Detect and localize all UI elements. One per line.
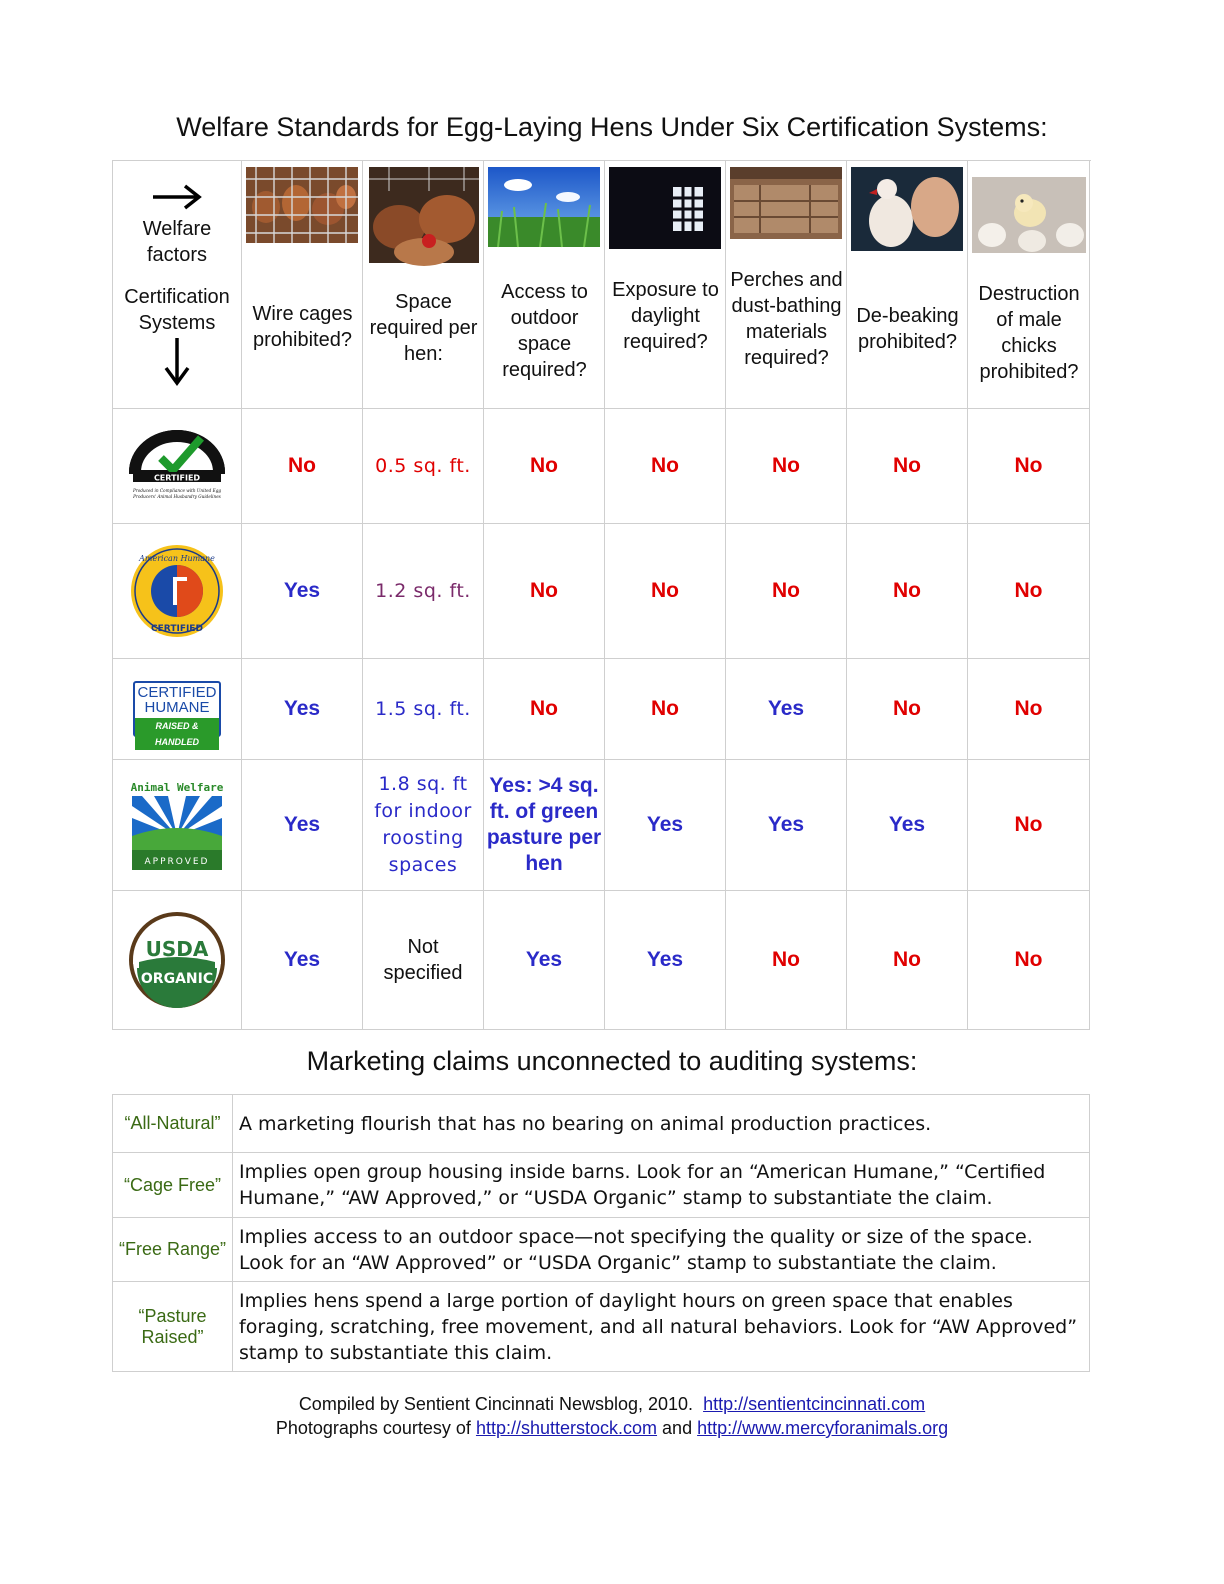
footer-credits — [0, 1394, 1224, 1415]
cell-usda-chicks: No — [968, 891, 1090, 1030]
mercyforanimals-link[interactable]: http://www.mercyforanimals.org — [697, 1418, 949, 1438]
column-header-perches — [726, 161, 847, 409]
american-humane-text: American Humane — [139, 554, 215, 563]
footer-photo-credits — [0, 1418, 1224, 1439]
cell-ah-wire: Yes — [242, 524, 363, 659]
column-header-wire-cages — [242, 161, 363, 409]
cell-usda-outdoor: Yes — [484, 891, 605, 1030]
debeaking-photo — [851, 167, 963, 251]
cell-awa-space: 1.8 sq. ft for indoor roosting spaces — [363, 760, 484, 891]
marketing-desc: Implies open group housing inside barns. Look for an “American Humane,” “Certified Humane,” “AW Approved,” or “USDA Organic” stamp to substantiate the claim. — [233, 1153, 1090, 1217]
cell-usda-wire: Yes — [242, 891, 363, 1030]
cell-awa-perches: Yes — [726, 760, 847, 891]
crowded-hens-photo — [369, 167, 479, 263]
svg-text:USDA: USDA — [145, 937, 209, 961]
logo-animal-welfare-approved: Animal Welfare APPROVED — [113, 760, 242, 891]
column-label-debeaking: De-beaking prohibited? — [856, 305, 959, 353]
column-label-perches: Perches and dust-bathing materials required? — [730, 269, 843, 369]
grass-sky-photo — [488, 167, 600, 247]
cell-uep-perches: No — [726, 409, 847, 524]
cell-ch-daylight: No — [605, 659, 726, 760]
cell-ch-outdoor: No — [484, 659, 605, 760]
certification-label-2: Systems — [138, 311, 216, 334]
footer-compiled-text: Compiled by Sentient Cincinnati Newsblog, 2010. — [298, 1394, 694, 1414]
marketing-row — [113, 1153, 1090, 1218]
marketing-term: “Cage Free” — [113, 1153, 233, 1217]
sentient-cincinnati-link[interactable]: http://sentientcincinnati.com — [703, 1394, 926, 1414]
cell-ah-debeaking: No — [847, 524, 968, 659]
logo-certified-humane: CERTIFIED HUMANE RAISED & HANDLED — [113, 659, 242, 760]
logo-american-humane — [113, 524, 242, 659]
cell-ch-space: 1.5 sq. ft. — [363, 659, 484, 760]
logo-usda-organic — [113, 891, 242, 1030]
footer-and-text: and — [662, 1418, 693, 1438]
cell-awa-chicks: No — [968, 760, 1090, 891]
cell-ah-daylight: No — [605, 524, 726, 659]
column-header-male-chicks — [968, 161, 1090, 409]
arrow-right-icon — [149, 182, 205, 212]
svg-text:ORGANIC: ORGANIC — [140, 971, 214, 987]
column-label-male-chicks: Destruction of male chicks prohibited? — [978, 283, 1080, 383]
uep-certified-text: CERTIFIED — [153, 473, 201, 483]
logo-united-egg-producers — [113, 409, 242, 524]
column-header-space — [363, 161, 484, 409]
marketing-desc: Implies access to an outdoor space—not specifying the quality or size of the space. Look for an “AW Approved” or “USDA Organic” stamp to substantiate the claim. — [233, 1218, 1090, 1281]
cell-uep-space: 0.5 sq. ft. — [363, 409, 484, 524]
marketing-desc: A marketing flourish that has no bearing on animal production practices. — [233, 1095, 1090, 1152]
cell-ch-perches: Yes — [726, 659, 847, 760]
cell-ch-wire: Yes — [242, 659, 363, 760]
svg-text:APPROVED: APPROVED — [144, 856, 210, 867]
cell-uep-wire: No — [242, 409, 363, 524]
arrow-down-icon — [162, 336, 192, 388]
marketing-row — [113, 1218, 1090, 1282]
svg-text:Produced in Compliance with Un: Produced in Compliance with United Egg — [132, 488, 222, 493]
svg-text:CERTIFIED: CERTIFIED — [151, 624, 203, 634]
svg-text:Producers' Animal Husbandry Gu: Producers' Animal Husbandry Guidelines — [133, 494, 221, 499]
cell-awa-debeaking: Yes — [847, 760, 968, 891]
shutterstock-link[interactable]: http://shutterstock.com — [475, 1418, 658, 1438]
cell-ah-perches: No — [726, 524, 847, 659]
marketing-row — [113, 1095, 1090, 1153]
cell-uep-chicks: No — [968, 409, 1090, 524]
column-label-outdoor: Access to outdoor space required? — [501, 281, 588, 381]
cell-ch-debeaking: No — [847, 659, 968, 760]
certification-grid — [112, 160, 1091, 1030]
certification-label-1: Certification — [124, 285, 230, 308]
cell-usda-space: Not specified — [363, 891, 484, 1030]
cell-uep-outdoor: No — [484, 409, 605, 524]
caged-hens-photo — [246, 167, 358, 243]
cell-awa-outdoor: Yes: >4 sq. ft. of green pasture per hen — [484, 760, 605, 891]
welfare-label-1: Welfare — [142, 217, 212, 240]
marketing-title: Marketing claims unconnected to auditing systems: — [306, 1046, 918, 1076]
footer-photos-text: Photographs courtesy of — [275, 1418, 471, 1438]
cell-uep-debeaking: No — [847, 409, 968, 524]
cell-awa-daylight: Yes — [605, 760, 726, 891]
welfare-label-2: factors — [146, 243, 208, 266]
barn-perches-photo — [730, 167, 842, 239]
marketing-term: “All-Natural” — [113, 1095, 233, 1152]
column-label-wire-cages: Wire cages prohibited? — [252, 303, 353, 351]
cell-awa-wire: Yes — [242, 760, 363, 891]
cell-ah-space: 1.2 sq. ft. — [363, 524, 484, 659]
cell-ah-outdoor: No — [484, 524, 605, 659]
column-header-daylight — [605, 161, 726, 409]
marketing-desc: Implies hens spend a large portion of daylight hours on green space that enables foraging, scratching, free movement, and all natural behaviors. Look for “AW Approved” stamp to substantiate this claim. — [233, 1282, 1090, 1371]
cell-uep-daylight: No — [605, 409, 726, 524]
marketing-row — [113, 1282, 1090, 1372]
page-title: Welfare Standards for Egg-Laying Hens Under Six Certification Systems: — [176, 112, 1048, 142]
corner-header — [113, 161, 242, 409]
cell-usda-debeaking: No — [847, 891, 968, 1030]
cell-ah-chicks: No — [968, 524, 1090, 659]
cell-ch-chicks: No — [968, 659, 1090, 760]
marketing-term: “Free Range” — [113, 1218, 233, 1281]
marketing-term: “Pasture Raised” — [113, 1282, 233, 1371]
marketing-table — [112, 1094, 1090, 1372]
column-label-daylight: Exposure to daylight required? — [612, 279, 719, 353]
column-label-space: Space required per hen: — [369, 291, 478, 365]
cell-usda-perches: No — [726, 891, 847, 1030]
dark-window-photo — [609, 167, 721, 249]
column-header-outdoor — [484, 161, 605, 409]
column-header-debeaking — [847, 161, 968, 409]
cell-usda-daylight: Yes — [605, 891, 726, 1030]
chick-eggs-photo — [972, 177, 1086, 253]
